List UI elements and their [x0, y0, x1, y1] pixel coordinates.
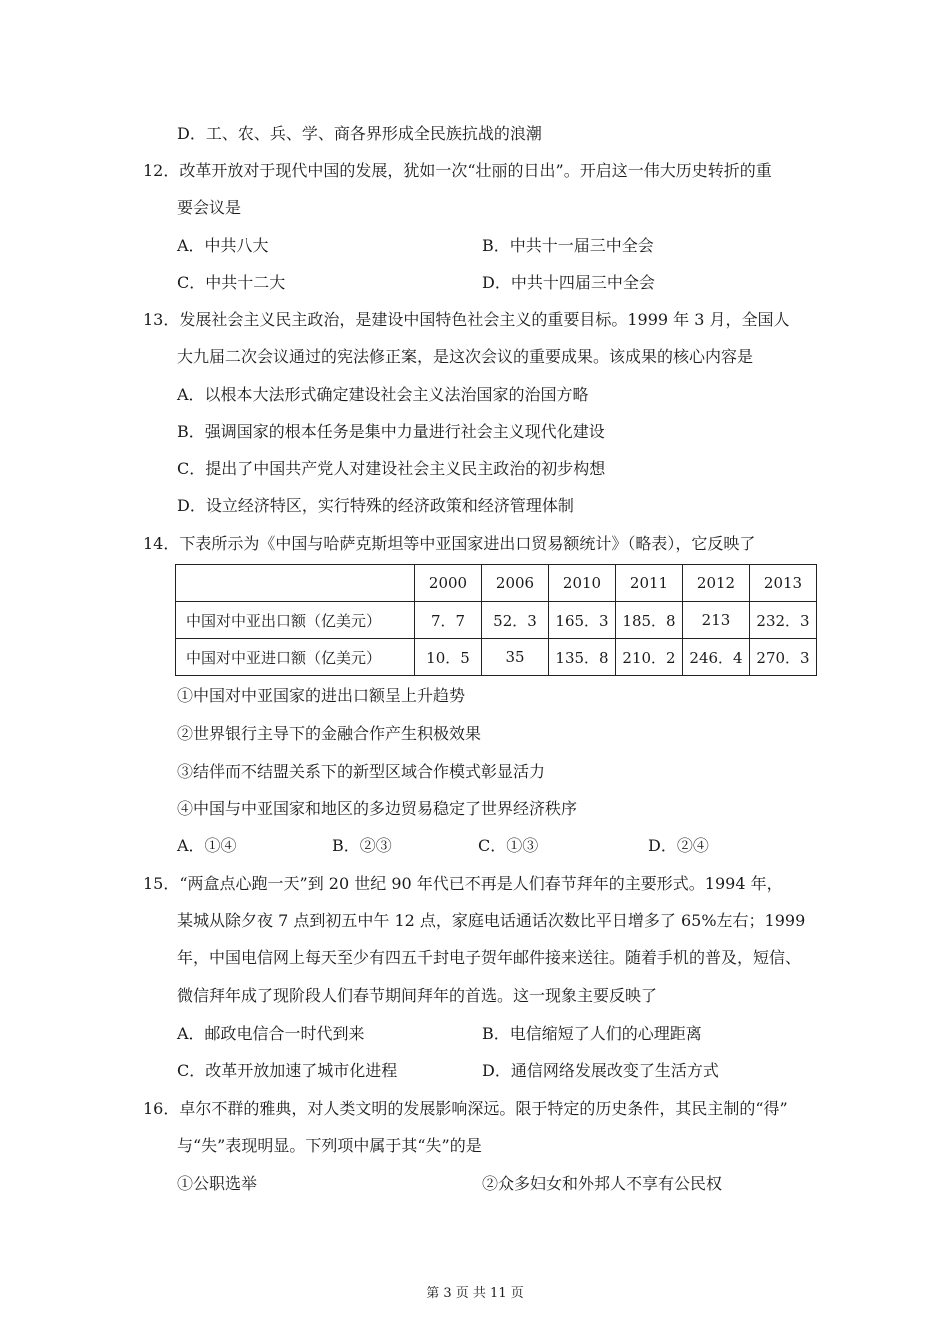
q14-stem: 14．下表所示为《中国与哈萨克斯坦等中亚国家进出口贸易额统计》（略表），它反映了	[143, 534, 756, 553]
page-number-footer: 第 3 页 共 11 页	[426, 1286, 524, 1301]
trade-table-row-label: 中国对中亚进口额（亿美元）	[176, 639, 415, 676]
q16-stem-line2: 与“失”表现明显。下列项中属于其“失”的是	[177, 1136, 482, 1155]
q14-statement-2: ②世界银行主导下的金融合作产生积极效果	[177, 724, 482, 743]
q12-option-d: D．中共十四届三中全会	[482, 273, 655, 292]
trade-table-year-header: 2000	[415, 565, 482, 602]
trade-table-cell: 246．4	[683, 639, 750, 676]
q15-stem-line1: 15．“两盒点心跑一天”到 20 世纪 90 年代已不再是人们春节拜年的主要形式。1994 年，	[143, 874, 783, 893]
q15-option-c: C．改革开放加速了城市化进程	[177, 1061, 398, 1080]
q12-stem-line2: 要会议是	[177, 198, 242, 217]
q13-option-d: D．设立经济特区，实行特殊的经济政策和经济管理体制	[177, 496, 574, 515]
q14-option-a: A．①④	[177, 836, 237, 855]
trade-table-year-header: 2010	[549, 565, 616, 602]
q13-stem-line2: 大九届二次会议通过的宪法修正案，是这次会议的重要成果。该成果的核心内容是	[177, 347, 754, 366]
q12-option-a: A．中共八大	[177, 236, 269, 255]
trade-table-cell: 165．3	[549, 602, 616, 639]
trade-table-row	[176, 639, 817, 676]
trade-table-year-header: 2006	[482, 565, 549, 602]
trade-table	[175, 564, 817, 676]
q13-option-c: C．提出了中国共产党人对建设社会主义民主政治的初步构想	[177, 459, 606, 478]
trade-table-cell: 210．2	[616, 639, 683, 676]
trade-table-cell: 7．7	[415, 602, 482, 639]
trade-table-cell: 270．3	[750, 639, 817, 676]
trade-table-corner-cell	[176, 565, 415, 602]
trade-table-cell: 185．8	[616, 602, 683, 639]
q13-stem-line1: 13．发展社会主义民主政治，是建设中国特色社会主义的重要目标。1999 年 3 月，全国人	[143, 310, 790, 329]
q12-option-b: B．中共十一届三中全会	[482, 236, 654, 255]
trade-table-cell: 35	[482, 639, 549, 676]
q15-stem-line2: 某城从除夕夜 7 点到初五中午 12 点，家庭电话通话次数比平日增多了 65%左右；1999	[177, 911, 806, 930]
q13-option-b: B．强调国家的根本任务是集中力量进行社会主义现代化建设	[177, 422, 605, 441]
trade-table-year-header: 2012	[683, 565, 750, 602]
q12-stem-line1: 12．改革开放对于现代中国的发展，犹如一次“壮丽的日出”。开启这一伟大历史转折的重	[143, 161, 772, 180]
q14-option-d: D．②④	[648, 836, 709, 855]
q15-option-d: D．通信网络发展改变了生活方式	[482, 1061, 719, 1080]
trade-table-row	[176, 602, 817, 639]
q15-option-a: A．邮政电信合一时代到来	[177, 1024, 365, 1043]
trade-table-year-header: 2013	[750, 565, 817, 602]
trade-table-cell: 213	[683, 602, 750, 639]
trade-table-cell: 135．8	[549, 639, 616, 676]
trade-table-row-label: 中国对中亚出口额（亿美元）	[176, 602, 415, 639]
q11-option-d: D．工、农、兵、学、商各界形成全民族抗战的浪潮	[177, 124, 542, 143]
q15-stem-line4: 微信拜年成了现阶段人们春节期间拜年的首选。这一现象主要反映了	[177, 986, 658, 1005]
q14-option-b: B．②③	[332, 836, 392, 855]
q15-stem-line3: 年，中国电信网上每天至少有四五千封电子贺年邮件接来送往。随着手机的普及，短信、	[177, 948, 802, 967]
q12-option-c: C．中共十二大	[177, 273, 286, 292]
trade-table-year-header: 2011	[616, 565, 683, 602]
trade-table-cell: 52．3	[482, 602, 549, 639]
q13-option-a: A．以根本大法形式确定建设社会主义法治国家的治国方略	[177, 385, 589, 404]
q16-statement-1: ①公职选举	[177, 1174, 258, 1193]
trade-table-cell: 232．3	[750, 602, 817, 639]
q14-statement-1: ①中国对中亚国家的进出口额呈上升趋势	[177, 686, 466, 705]
q16-stem-line1: 16．卓尔不群的雅典，对人类文明的发展影响深远。限于特定的历史条件，其民主制的“得”	[143, 1099, 788, 1118]
q15-option-b: B．电信缩短了人们的心理距离	[482, 1024, 702, 1043]
trade-table-header-row	[176, 565, 817, 602]
q14-statement-3: ③结伴而不结盟关系下的新型区域合作模式彰显活力	[177, 762, 546, 781]
q14-option-c: C．①③	[478, 836, 539, 855]
q16-statement-2: ②众多妇女和外邦人不享有公民权	[482, 1174, 723, 1193]
trade-table-cell: 10．5	[415, 639, 482, 676]
q14-statement-4: ④中国与中亚国家和地区的多边贸易稳定了世界经济秩序	[177, 799, 578, 818]
